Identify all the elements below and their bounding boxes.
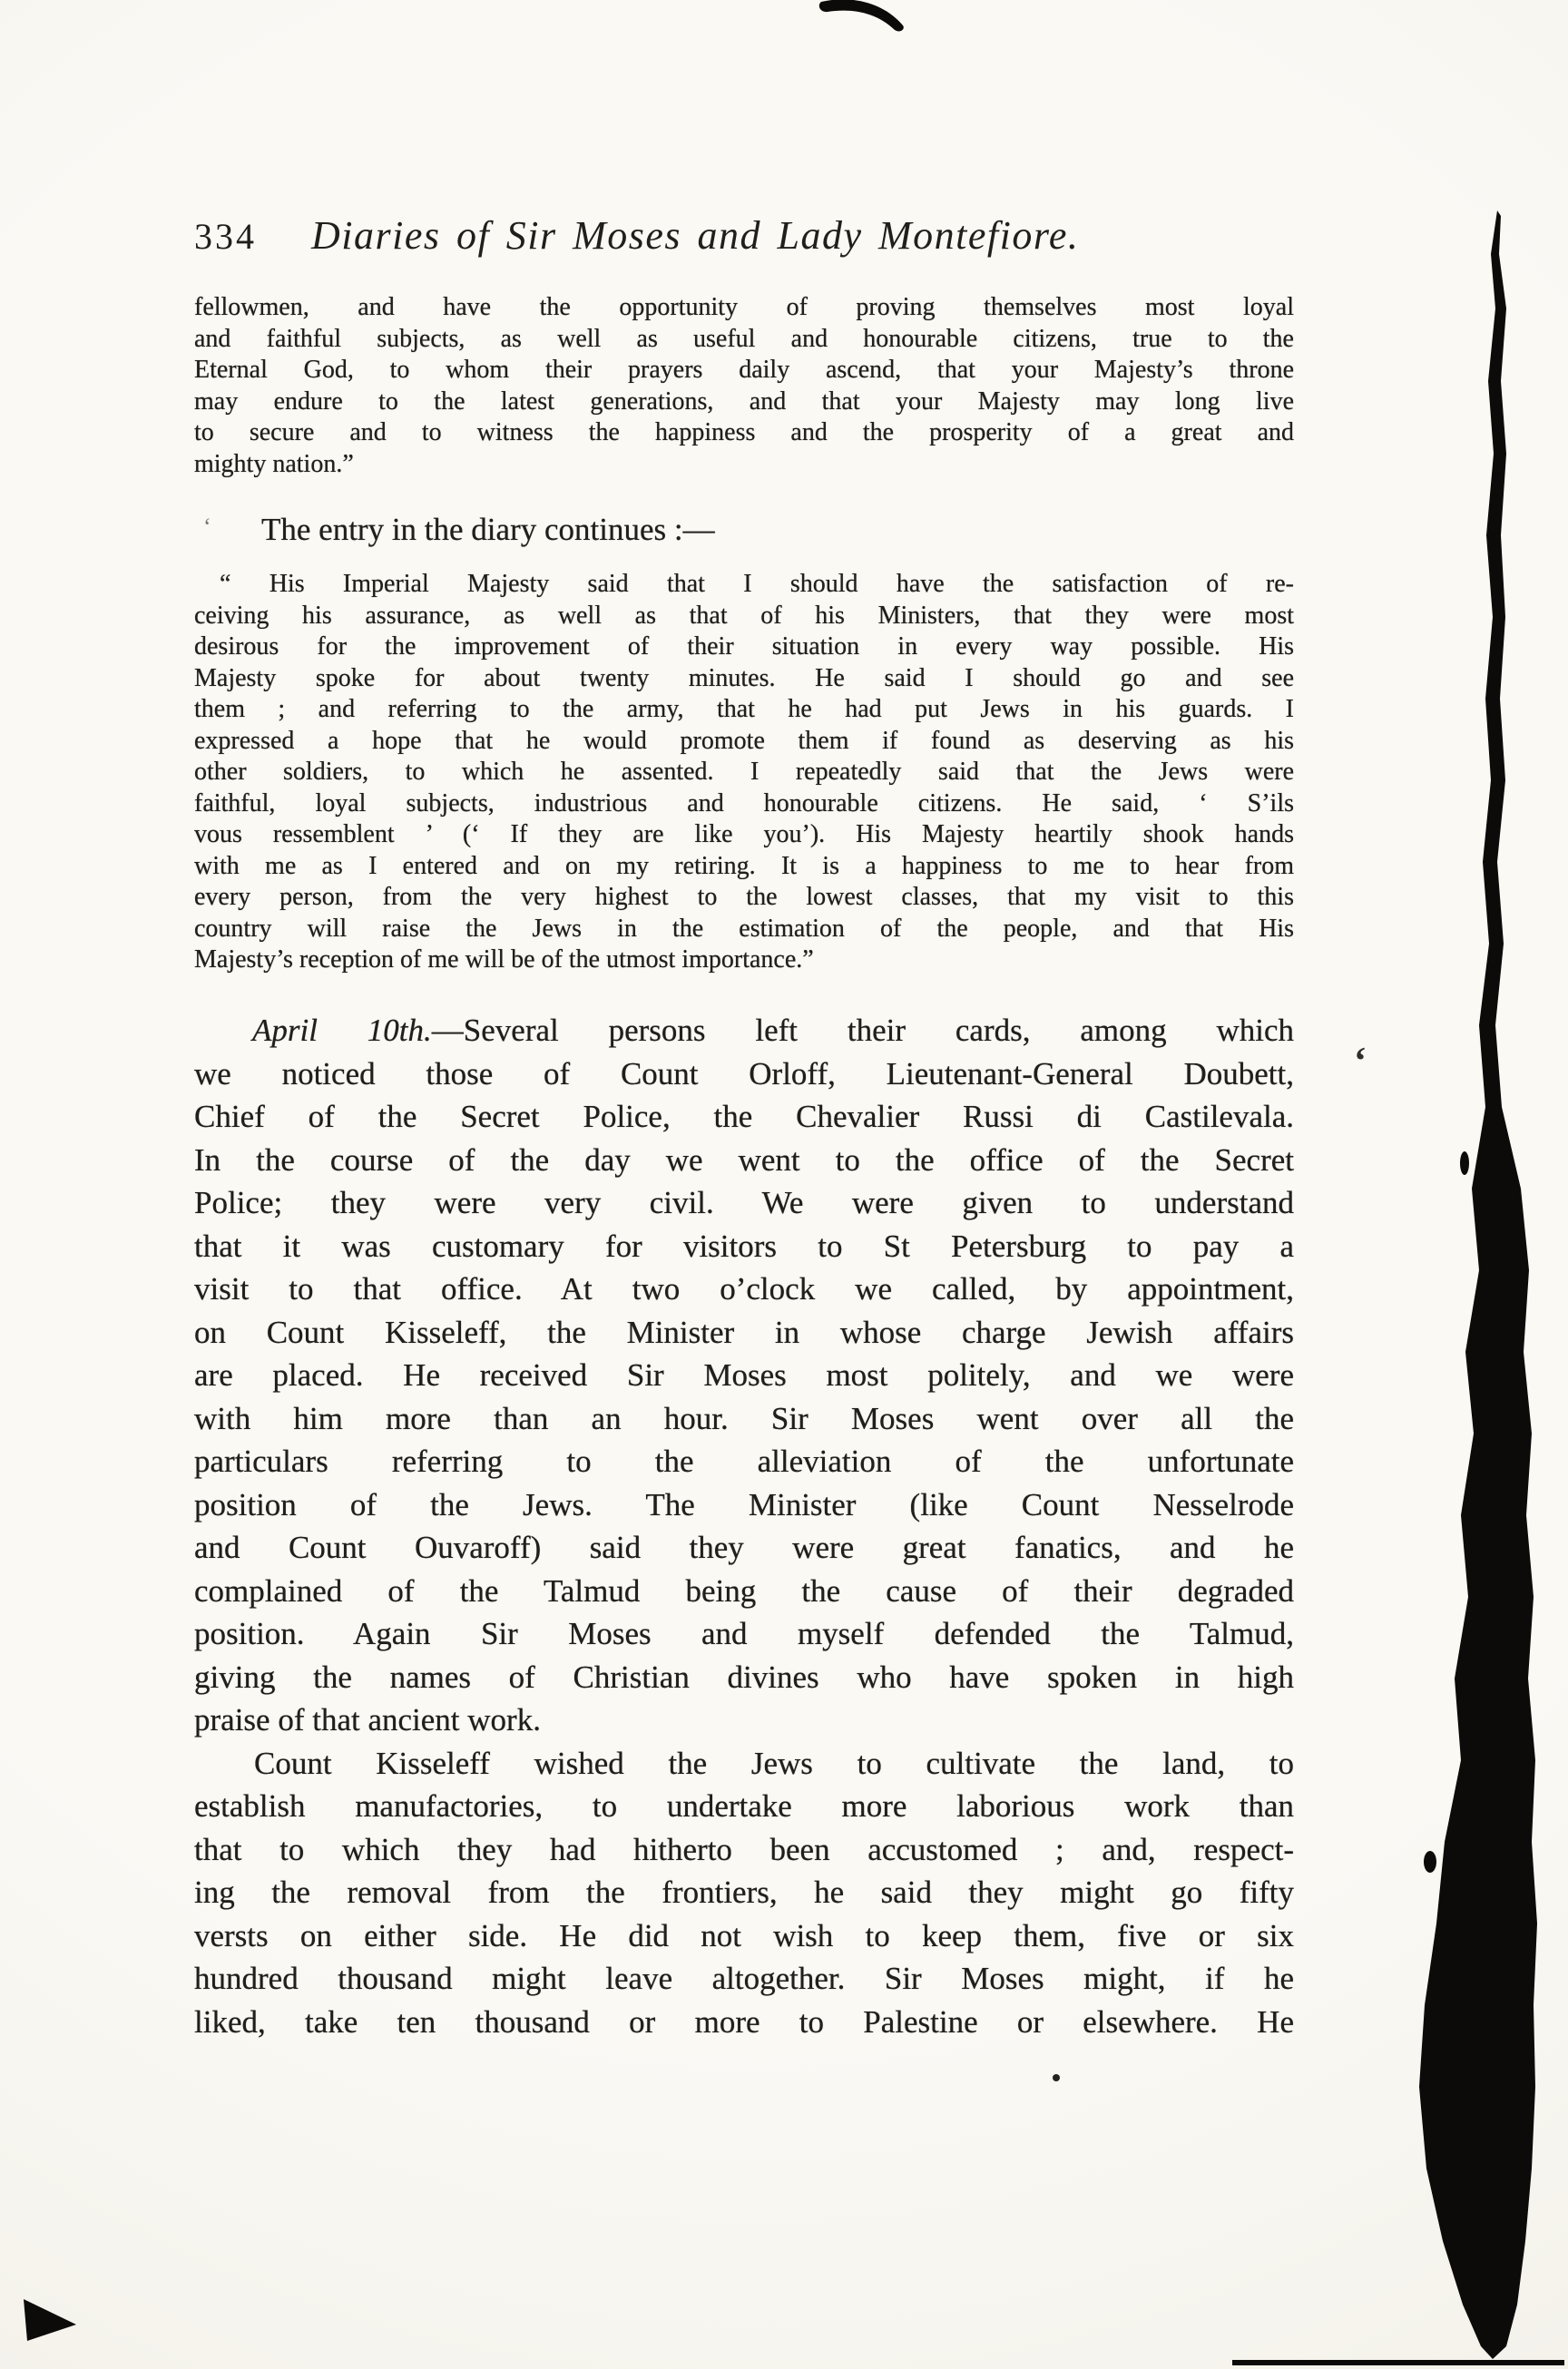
text-line: Chief of the Secret Police, the Chevalier Russi di Castilevala.	[194, 1099, 1294, 1134]
text-line: establish manufactories, to undertake more laborious work than	[194, 1788, 1294, 1824]
text-line: may endure to the latest generations, and that your Majesty may long live	[194, 387, 1294, 416]
text-line: other soldiers, to which he assented. I repeatedly said that the Jews were	[194, 758, 1294, 786]
text-line: In the course of the day we went to the office of the Secret	[194, 1141, 1294, 1178]
text-line: and Count Ouvaroff) said they were great fanatics, and he	[194, 1530, 1294, 1565]
text-line: country will raise the Jews in the estimation of the people, and that His	[194, 914, 1294, 943]
text-line: position of the Jews. The Minister (like Count Nesselrode	[194, 1486, 1294, 1522]
main-text	[194, 1009, 1294, 2043]
text-line: praise of that ancient work.	[194, 1702, 541, 1738]
text-line: that it was customary for visitors to St Petersburg to pay a	[194, 1228, 1294, 1264]
text-line: hundred thousand might leave altogether. Sir Moses might, if he	[194, 1961, 1294, 1996]
paragraph-april-first-line	[194, 1009, 1294, 1052]
text-line: every person, from the very highest to the lowest classes, that my visit to this	[194, 883, 1294, 911]
text-line: position. Again Sir Moses and myself defended the Talmud,	[194, 1616, 1294, 1651]
page-number: 334	[194, 216, 257, 257]
text-line: Majesty spoke for about twenty minutes. He said I should go and see	[194, 663, 1294, 692]
text-line: desirous for the improvement of their situation in every way possible. His	[194, 632, 1294, 661]
date-lead-italic: April 10th.	[252, 1013, 432, 1048]
text-line: Majesty’s reception of me will be of the utmost importance.”	[194, 945, 814, 974]
text-line: them ; and referring to the army, that he had put Jews in his guards. I	[194, 695, 1294, 723]
april-first-line-rest: —Several persons left their cards, among which	[431, 1013, 1294, 1048]
text-line: mighty nation.”	[194, 449, 354, 478]
paragraph-count-kisseleff	[194, 1742, 1294, 2044]
stray-quote-mark: ‘	[1354, 1041, 1367, 1082]
text-line: vous ressemblent ’ (‘ If they are like you’). His Majesty heartily shook hands	[194, 820, 1294, 848]
margin-tick-mark: ‘	[203, 514, 211, 540]
scan-line-bottom	[1232, 2360, 1564, 2365]
text-line: versts on either side. He did not wish to keep them, five or six	[194, 1917, 1294, 1953]
entry-intro-text: The entry in the diary continues :—	[261, 512, 715, 547]
text-line: with him more than an hour. Sir Moses went over all the	[194, 1400, 1294, 1436]
text-line: ing the removal from the frontiers, he said they might go fifty	[194, 1875, 1294, 1910]
running-title: Diaries of Sir Moses and Lady Montefiore.	[311, 213, 1080, 258]
text-line: Police; they were very civil. We were given to understand	[194, 1185, 1294, 1220]
text-line: that to which they had hitherto been accustomed ; and, respect-	[194, 1831, 1294, 1867]
text-line: “ His Imperial Majesty said that I should have the satisfaction of re-	[220, 570, 1294, 598]
text-line: Count Kisseleff wished the Jews to cultivate the land, to	[254, 1745, 1294, 1781]
diary-entry-intro	[194, 508, 1294, 552]
text-line: we noticed those of Count Orloff, Lieutenant-General Doubett,	[194, 1055, 1294, 1092]
text-line: to secure and to witness the happiness and the prosperity of a great and	[194, 418, 1294, 446]
page-header	[194, 212, 1319, 259]
text-line: liked, take ten thousand or more to Palestine or elsewhere. He	[194, 2003, 1294, 2040]
text-line: visit to that office. At two o’clock we called, by appointment,	[194, 1271, 1294, 1307]
text-line: fellowmen, and have the opportunity of proving themselves most loyal	[194, 293, 1294, 321]
scan-mark-corner	[24, 2299, 76, 2341]
text-line: Eternal God, to whom their prayers daily ascend, that your Majesty’s throne	[194, 356, 1294, 384]
text-line: and faithful subjects, as well as useful and honourable citizens, true to the	[194, 324, 1294, 353]
paragraph-april-10	[194, 1052, 1294, 1742]
quote-block-diary	[194, 569, 1294, 976]
text-line: particulars referring to the alleviation of the unfortunate	[194, 1444, 1294, 1479]
stray-dot-mark	[1053, 2074, 1060, 2081]
text-line: faithful, loyal subjects, industrious and honourable citizens. He said, ‘ S’ils	[194, 788, 1294, 817]
text-line: are placed. He received Sir Moses most politely, and we were	[194, 1357, 1294, 1393]
scan-mark-top	[819, 0, 904, 31]
text-line: with me as I entered and on my retiring. It is a happiness to me to hear from	[194, 851, 1294, 880]
text-line: expressed a hope that he would promote them if found as deserving as his	[194, 726, 1294, 755]
text-line: on Count Kisseleff, the Minister in whose charge Jewish affairs	[194, 1314, 1294, 1350]
quote-block-continuation	[194, 292, 1294, 480]
text-line: ceiving his assurance, as well as that of his Ministers, that they were most	[194, 601, 1294, 630]
text-line: complained of the Talmud being the cause of their degraded	[194, 1572, 1294, 1609]
text-line: giving the names of Christian divines who have spoken in high	[194, 1659, 1294, 1695]
